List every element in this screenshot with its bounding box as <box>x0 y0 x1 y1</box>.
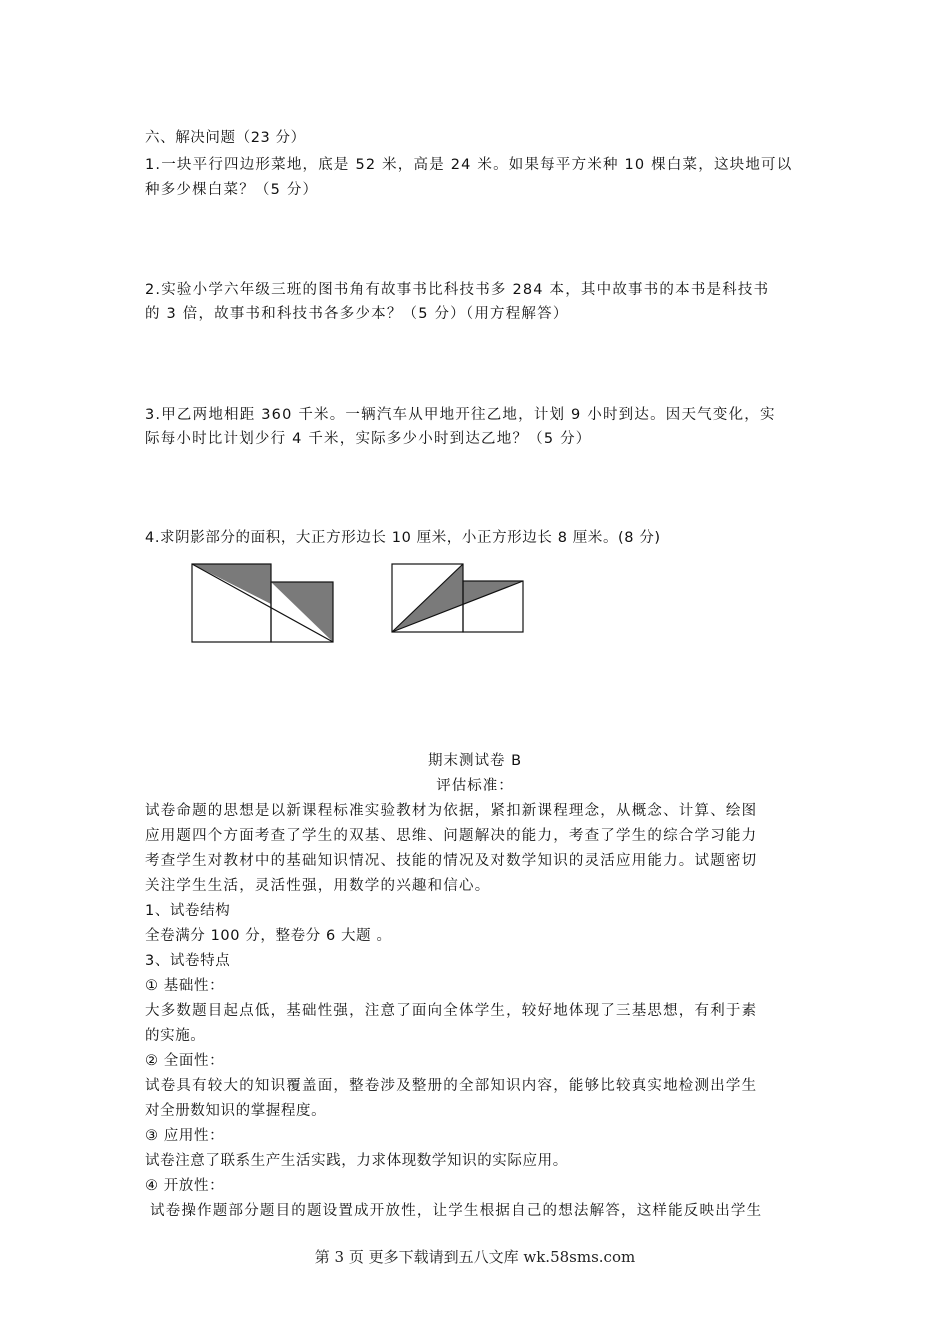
shaded-figure-2 <box>390 562 526 634</box>
feature-3-text: 试卷注意了联系生产生活实践，力求体现数学知识的实际应用。 <box>145 1153 568 1169</box>
shaded-region-2 <box>392 564 523 632</box>
q2-line2: 的 3 倍，故事书和科技书各多少本？（5 分）（用方程解答） <box>145 306 569 322</box>
q1-line1: 1.一块平行四边形菜地，底是 52 米，高是 24 米。如果每平方米种 10 棵白菜，这块地可以 <box>145 157 793 173</box>
feature-2-line-1: 试卷具有较大的知识覆盖面，整卷涉及整册的全部知识内容，能够比较真实地检测出学生 <box>145 1078 758 1094</box>
features-heading: 3、试卷特点 <box>145 953 231 969</box>
q4-line1: 4.求阴影部分的面积，大正方形边长 10 厘米，小正方形边长 8 厘米。(8 分) <box>145 530 661 546</box>
feature-4-text: 试卷操作题部分题目的题设置成开放性，让学生根据自己的想法解答，这样能反映出学生 <box>150 1203 763 1219</box>
intro-line-1: 试卷命题的思想是以新课程标准实验教材为依据，紧扣新课程理念，从概念、计算、绘图 <box>145 803 758 819</box>
intro-line-4: 关注学生生活，灵活性强，用数学的兴趣和信心。 <box>145 878 491 894</box>
q1-line2: 种多少棵白菜？（5 分） <box>145 182 319 198</box>
feature-1-heading: ① 基础性： <box>145 978 225 994</box>
feature-4-heading: ④ 开放性： <box>145 1178 225 1194</box>
feature-3-heading: ③ 应用性： <box>145 1128 225 1144</box>
q2-line1: 2.实验小学六年级三班的图书角有故事书比科技书多 284 本，其中故事书的本书是科技书 <box>145 282 770 298</box>
feature-2-heading: ② 全面性： <box>145 1053 225 1069</box>
intro-line-3: 考查学生对教材中的基础知识情况、技能的情况及对数学知识的灵活应用能力。试题密切 <box>145 853 758 869</box>
page-footer: 第 3 页 更多下载请到五八文库 wk.58sms.com <box>314 1248 636 1266</box>
shaded-region-1b <box>271 582 333 642</box>
section-heading: 六、解决问题（23 分） <box>145 130 306 146</box>
feature-1-line-2: 的实施。 <box>145 1028 206 1044</box>
structure-heading: 1、试卷结构 <box>145 903 231 919</box>
exam-title: 期末测试卷 B <box>427 753 523 769</box>
intro-line-2: 应用题四个方面考查了学生的双基、思维、问题解决的能力，考查了学生的综合学习能力 <box>145 828 758 844</box>
evaluation-subtitle: 评估标准： <box>436 778 514 794</box>
q3-line2: 际每小时比计划少行 4 千米，实际多少小时到达乙地？（5 分） <box>145 431 592 447</box>
shaded-figure-1 <box>190 562 336 644</box>
q3-line1: 3.甲乙两地相距 360 千米。一辆汽车从甲地开往乙地，计划 9 小时到达。因天气变化，实 <box>145 407 776 423</box>
feature-2-line-2: 对全册数知识的掌握程度。 <box>145 1103 327 1119</box>
feature-1-line-1: 大多数题目起点低，基础性强，注意了面向全体学生，较好地体现了三基思想，有利于素 <box>145 1003 758 1019</box>
structure-text: 全卷满分 100 分，整卷分 6 大题 。 <box>145 928 392 944</box>
